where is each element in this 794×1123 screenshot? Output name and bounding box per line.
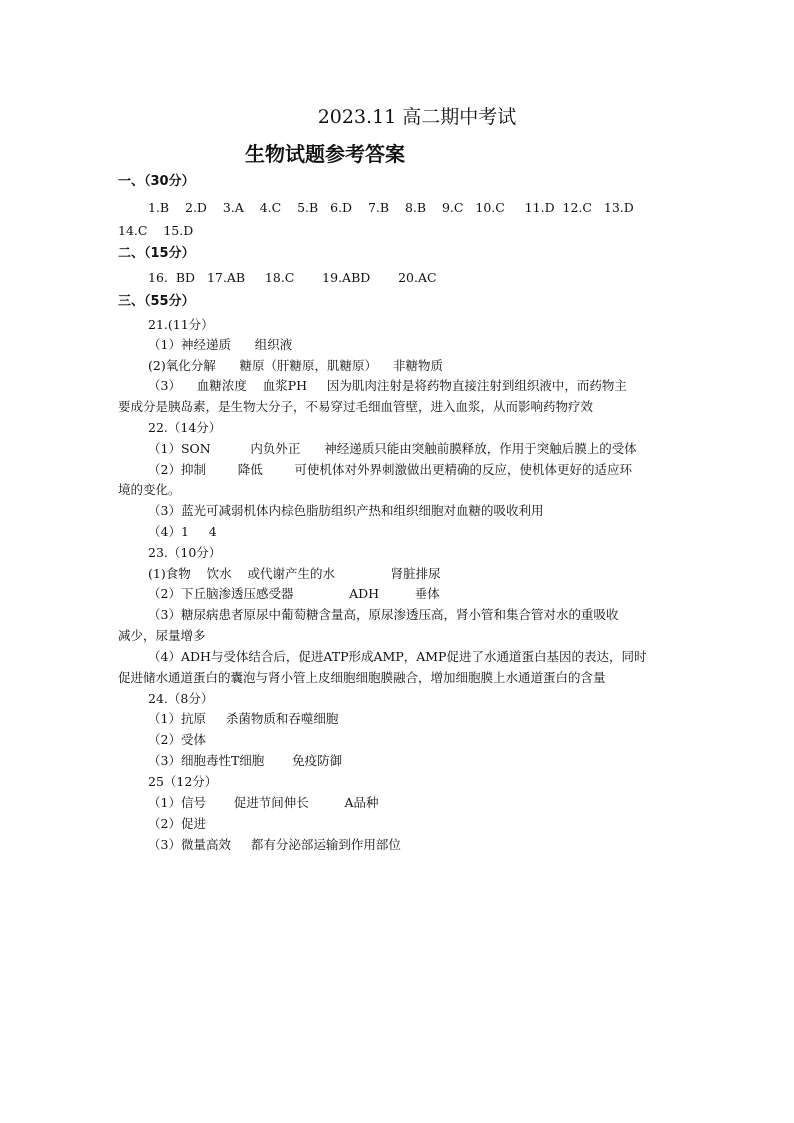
q22-part3: （3）蓝光可减弱机体内棕色脂肪组织产热和组织细胞对血糖的吸收利用 <box>148 503 544 518</box>
q25-part3: （3）微量高效 都有分泌部运输到作用部位 <box>148 837 401 852</box>
q23-part1: (1)食物 饮水 或代谢产生的水 肾脏排尿 <box>148 566 441 581</box>
q21-part2: (2)氧化分解 糖原（肝糖原，肌糖原） 非糖物质 <box>148 358 443 373</box>
section-one-heading: 一、（30分） <box>118 174 195 189</box>
q21-part3: （3） 血糖浓度 血浆PH 因为肌肉注射是将药物直接注射到组织液中，而药物主 <box>148 378 627 393</box>
q22-heading: 22.（14分） <box>148 420 222 435</box>
q23-part3: （3）糖尿病患者原尿中葡萄糖含量高，原尿渗透压高，肾小管和集合管对水的重吸收 <box>148 607 619 622</box>
q23-part4: （4）ADH与受体结合后，促进ATP形成AMP，AMP促进了水通道蛋白基因的表达，同时 <box>148 649 647 664</box>
q25-part1: （1）信号 促进节间伸长 A品种 <box>148 795 379 810</box>
q21-part1: （1）神经递质 组织液 <box>148 337 293 352</box>
q21-part3-cont: 要成分是胰岛素，是生物大分子，不易穿过毛细血管壁，进入血浆，从而影响药物疗效 <box>118 399 594 414</box>
q24-part2: （2）受体 <box>148 732 206 747</box>
q22-part4: （4）1 4 <box>148 524 217 539</box>
q25-heading: 25（12分） <box>148 774 218 789</box>
answers-16-20: 16. BD 17.AB 18.C 19.ABD 20.AC <box>148 270 437 285</box>
q21-heading: 21.(11分） <box>148 317 214 332</box>
q24-part3: （3）细胞毒性T细胞 免疫防御 <box>148 753 343 768</box>
q23-part3-cont: 减少，尿量增多 <box>118 628 206 643</box>
answer-key-title: 生物试题参考答案 <box>245 142 405 166</box>
q23-heading: 23.（10分） <box>148 545 222 560</box>
q22-part2-cont: 境的变化。 <box>118 482 181 497</box>
answers-14-15: 14.C 15.D <box>118 223 194 238</box>
section-two-heading: 二、（15分） <box>118 246 195 261</box>
q24-heading: 24.（8分） <box>148 691 214 706</box>
q22-part2: （2）抑制 降低 可使机体对外界刺激做出更精确的反应，使机体更好的适应环 <box>148 462 633 477</box>
q24-part1: （1）抗原 杀菌物质和吞噬细胞 <box>148 711 339 726</box>
exam-title: 2023.11 高二期中考试 <box>317 106 517 128</box>
section-three-heading: 三、（55分） <box>118 294 195 309</box>
q25-part2: （2）促进 <box>148 816 206 831</box>
q22-part1: （1）SON 内负外正 神经递质只能由突触前膜释放，作用于突触后膜上的受体 <box>148 441 637 456</box>
q23-part2: （2）下丘脑渗透压感受器 ADH 垂体 <box>148 586 440 601</box>
q23-part4-cont: 促进储水通道蛋白的囊泡与肾小管上皮细胞细胞膜融合，增加细胞膜上水通道蛋白的含量 <box>118 670 606 685</box>
answers-1-13: 1.B 2.D 3.A 4.C 5.B 6.D 7.B 8.B 9.C 10.C 11.D 12.C 13.D <box>148 200 634 215</box>
